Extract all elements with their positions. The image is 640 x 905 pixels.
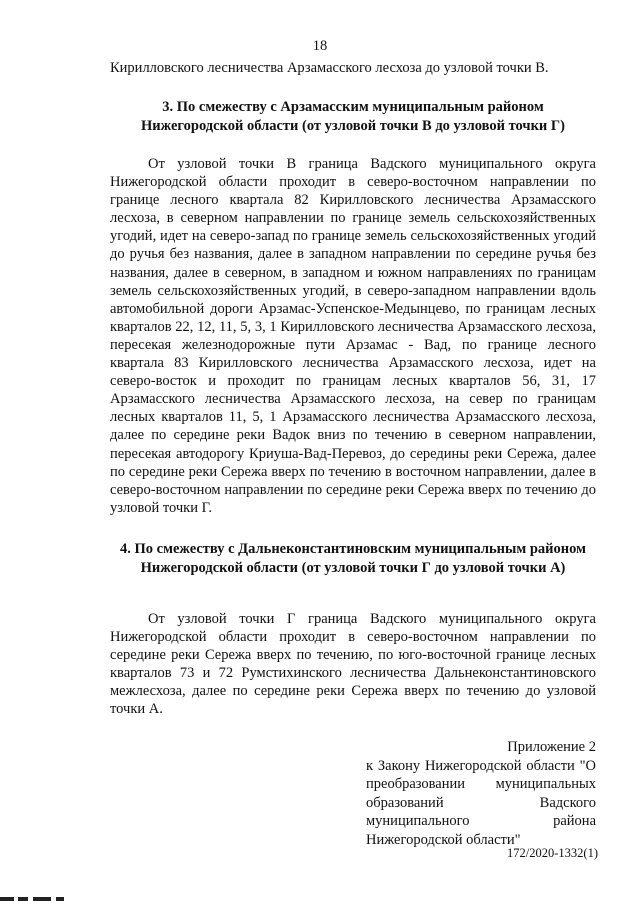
continuation-line: Кирилловского лесничества Арзамасского лесхоза до узловой точки В.: [110, 60, 549, 76]
page-number: 18: [312, 38, 328, 54]
section-3-heading: 3. По смежеству с Арзамасским муниципальным районом Нижегородской области (от узловой точки В до узловой точки Г): [141, 99, 565, 134]
section-3-body: От узловой точки В граница Вадского муниципального округа Нижегородской области проходит в северо-восточном направлении по границе лесного квартала 82 Кирилловского лесничества Арзамасского лесхоза, в северном направлении по границе земель сельскохозяйственных угодий, идет на северо-запад по границе земель сельскохозяйственных угодий до ручья без названия, далее в западном направлении по середине ручья без названия, далее в северном, в западном и южном направлениях по границам земель сельскохозяйственных угодий, в северо-западном направлении вдоль автомобильной дороги Арзамас-Успенское-Медынцево, по границам лесных кварталов 22, 12, 11, 5, 3, 1 Кирилловского лесничества Арзамасского лесхоза, пересекая железнодорожные пути Арзамас - Вад, по границе лесного квартала 83 Кирилловского лесничества Арзамасского лесхоза, идет на северо-восток и проходит по границам лесных кварталов 56, 31, 17 Арзамасского лесничества Арзамасского лесхоза, на север по границам лесных кварталов 11, 5, 1 Арзамасского лесничества Арзамасского лесхоза, далее по середине реки Вадок вниз по течению в северном направлении, пересекая автодорогу Криуша-Вад-Перевоз, до середины реки Сережа, далее по середине реки Сережа вверх по течению в восточном направлении, далее в северо-восточном направлении по середине реки Сережа вверх по течению до узловой точки Г.: [110, 156, 596, 516]
section-4-body: От узловой точки Г граница Вадского муниципального округа Нижегородской области проходит в северо-восточном направлении по середине реки Сережа вверх по течению, по юго-восточной границе лесных кварталов 73 и 72 Румстихинского лесничества Дальнеконстантиновского межлесхоза, далее по середине реки Сережа вверх по течению до узловой точки А.: [110, 611, 596, 718]
appendix-title: Приложение 2: [507, 739, 596, 755]
appendix-block: [366, 738, 596, 850]
document-number: 172/2020-1332(1): [507, 846, 598, 860]
appendix-text: к Закону Нижегородской области "О преобразовании муниципальных образований Вадского муниципального района Нижегородской области": [366, 757, 596, 848]
section-4-heading: 4. По смежеству с Дальнеконстантиновским муниципальным районом Нижегородской области (от узловой точки Г до узловой точки А): [120, 541, 586, 576]
scan-edge-marks: [0, 893, 640, 905]
